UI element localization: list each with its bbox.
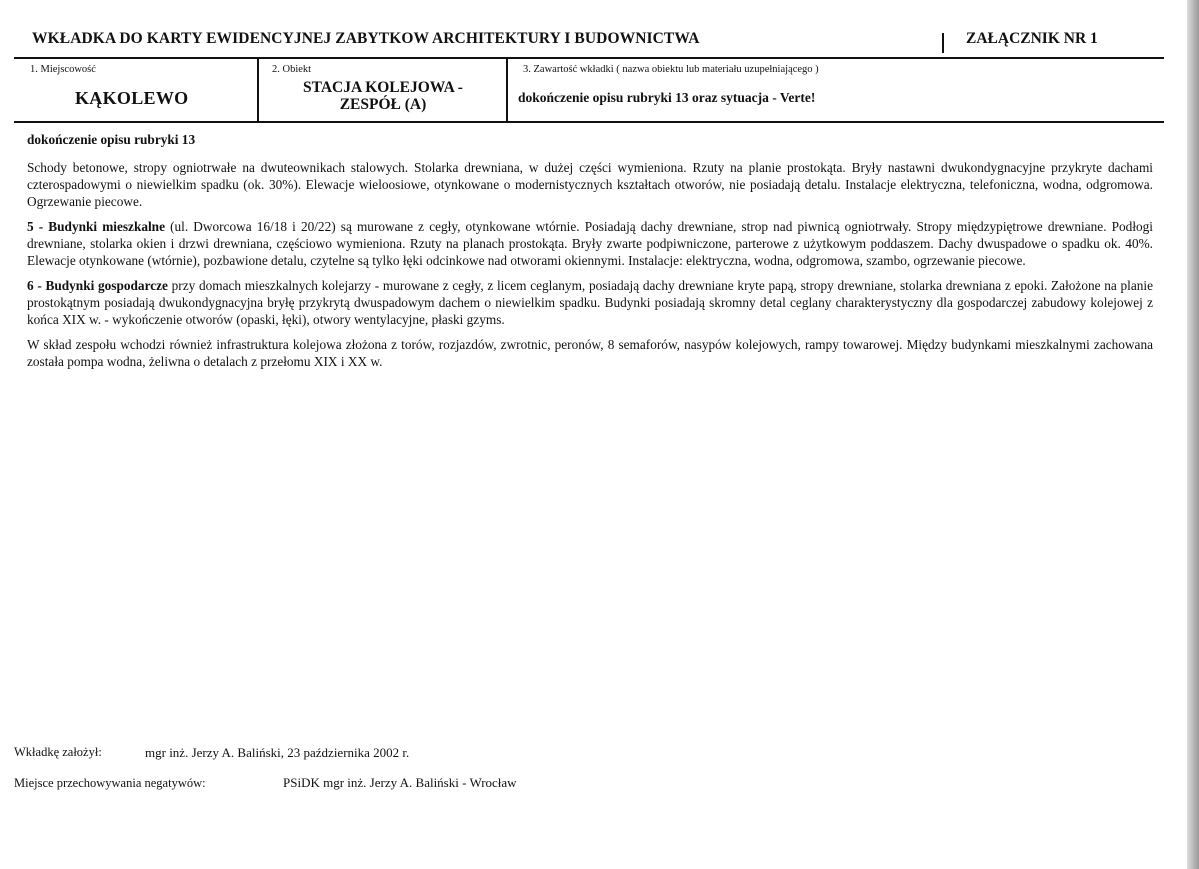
content-value: dokończenie opisu rubryki 13 oraz sytuacja - Verte! xyxy=(518,90,816,105)
paragraph-infrastructure: W skład zespołu wchodzi również infrastruktura kolejowa złożona z torów, rozjazdów, zwrotnic, peronów, 8 semaforów, nasypów kolejowych, rampy towarowej. Między budynkami mieszkalnymi zachowana została pompa wodna, żeliwna o detalach z przełomu XIX i XX w. xyxy=(27,337,1153,369)
residential-text: (ul. Dworcowa 16/18 i 20/22) są murowane z cegły, otynkowane wtórnie. Posiadają dachy drewniane, strop nad piwnicą ogniotrwały. Stropy międzypiętrowe drewniane. Podłogi drewniane, stolarka okien i drzwi drewniana, częściowo wymieniona. Rzuty na planach prostokąta. Bryły zwarte podpiwniczone, parterowe z użytkowym poddaszem. Dachy dwuspadowe o spadku ok. 40%. Elewacje otynkowane (wtórnie), pozbawione detalu, czytelne są tylko łęki odcinkowe nad otworami okiennymi. Instalacje: elektryczna, wodna, odgromowa, szambo, ogrzewanie piecowe. xyxy=(27,219,1154,268)
locality-value: KĄKOLEWO xyxy=(75,88,189,108)
document-title: WKŁADKA DO KARTY EWIDENCYJNEJ ZABYTKOW ARCHITEKTURY I BUDOWNICTWA xyxy=(32,30,700,47)
object-value xyxy=(258,79,508,113)
header-rule xyxy=(14,57,1164,59)
header-divider xyxy=(942,33,944,53)
object-line-2: ZESPÓŁ (A) xyxy=(339,96,427,113)
residential-heading: 5 - Budynki mieszkalne xyxy=(27,219,165,234)
paragraph-station: Schody betonowe, stropy ogniotrwałe na dwuteownikach stalowych. Stolarka drewniana, w dużej części wymieniona. Rzuty na planie prostokąta. Bryły nastawni dwukondygnacyjne przykryte dachami czterospadowymi o niewielkim spadku (ok. 30%). Elewacje wieloosiowe, otynkowane o modernistycznych kształtach otworów, nie posiadają detalu. Instalacje elektryczna, telefoniczna, wodna, odgromowa. Ogrzewanie piecowe. xyxy=(27,160,1153,209)
author-value: mgr inż. Jerzy A. Baliński, 23 października 2002 r. xyxy=(145,745,410,760)
storage-label: Miejsce przechowywania negatywów: xyxy=(14,776,206,790)
paragraph-residential xyxy=(27,218,1153,269)
fields-bottom-rule xyxy=(14,121,1164,123)
page-edge xyxy=(1187,0,1199,869)
content-label: 3. Zawartość wkładki ( nazwa obiektu lub materiału uzupełniającego ) xyxy=(523,64,819,75)
description-body xyxy=(27,131,1153,378)
author-label: Wkładkę założył: xyxy=(14,745,102,759)
paragraph-farm-buildings xyxy=(27,277,1153,328)
farm-buildings-text: przy domach mieszkalnych kolejarzy - murowane z cegły, z licem ceglanym, posiadają dachy drewniane kryte papą, stropy drewniane, stolarka drewniana z epoki. Założone na planie prostokątnym posiadają dwukondygnacyjna bryłę przykrytą dwuspadowym dachem o niewielkim spadku. Budynki posiadają skromny detal ceglany charakterystyczny dla gospodarczej zabudowy kolejowej z końca XIX w. - wykończenie otworów (opaski, łęki), otwory wentylacyjne, płaski gzyms. xyxy=(27,278,1153,327)
farm-buildings-heading: 6 - Budynki gospodarcze xyxy=(27,278,168,293)
object-line-1: STACJA KOLEJOWA - xyxy=(303,79,463,96)
locality-label: 1. Miejscowość xyxy=(30,64,96,75)
annex-number: ZAŁĄCZNIK NR 1 xyxy=(966,30,1098,47)
section-subtitle: dokończenie opisu rubryki 13 xyxy=(27,132,196,147)
object-label: 2. Obiekt xyxy=(272,64,312,75)
storage-value: PSiDK mgr inż. Jerzy A. Baliński - Wrocław xyxy=(283,775,517,790)
